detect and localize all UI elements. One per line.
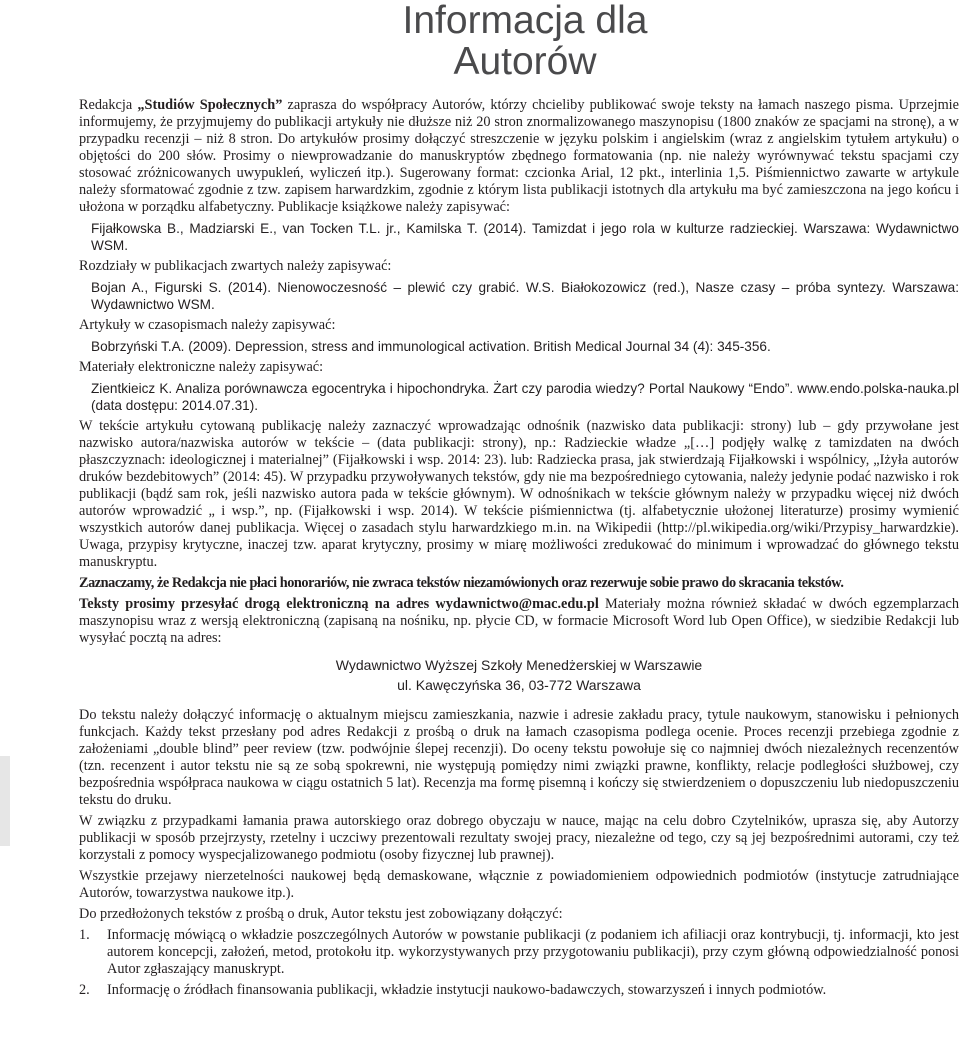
intro-post: zaprasza do współpracy Autorów, którzy chcieliby publikować swoje teksty na łamach naszego pisma. Uprzejmie informujemy, że przyjmujemy do publikacji artykuły nie dłuższe niż 20 stron znormalizowanego maszynopisu (1800 znaków ze spacjami na stronę), a w przypadku recenzji – niż 8 stron. Do artykułów prosimy dołączyć streszczenie w języku polskim i angielskim (wraz z angielskim tytułem artykułu) o objętości do 200 słów. Prosimy o niewprowadzanie do manuskryptów zbędnego formatowania (np. nie należy wyrównywać tekstu spacjami czy stosować zróżnicowanych uwypukleń, wyliczeń itp.). Sugerowany format: czcionka Arial, 12 pkt., interlinia 1,5. Piśmiennictwo zawarte w artykule należy sformatować zgodnie z tzw. zapisem harwardzkim, zgodnie z którym lista publikacji istotnych dla artykułu ma być zamieszczona na jego końcu i ułożona w porządku alfabetyczny. Publikacje książkowe należy zapisywać:: [79, 97, 960, 215]
book-example: Fijałkowska B., Madziarski E., van Tocken T.L. jr., Kamilska T. (2014). Tamizdat i jego rola w kulturze radzieckiej. Warszawa: Wydawnictwo WSM.: [91, 221, 959, 253]
notice-bold: Zaznaczamy, że Redakcja nie płaci honorariów, nie zwraca tekstów niezamówionych oraz rezerwuje sobie prawo do skracania tekstów.: [79, 575, 844, 591]
ethics-paragraph: W związku z przypadkami łamania prawa autorskiego oraz dobrego obyczaju w nauce, mając na celu dobro Czytelników, uprasza się, aby Autorzy publikacji w sposób przejrzysty, rzetelny i uczciwy prezentowali rezultaty swojej pracy, niezależne od tego, czy są jej bezpośrednimi autorami, czy też korzystali z pomocy wyspecjalizowanego podmiotu (osoby fizycznej lub prawnej).: [79, 813, 959, 863]
electronic-example: Zientkieicz K. Analiza porównawcza egocentryka i hipochondryka. Żart czy parodia wiedzy? Portal Naukowy “Endo”. www.endo.polska-nauka.pl (data dostępu: 2014.07.31).: [91, 381, 959, 413]
article-example: Bobrzyński T.A. (2009). Depression, stress and immunological activation. British Medical Journal 34 (4): 345-356.: [91, 339, 771, 354]
intro-paragraph: [79, 97, 959, 216]
dishonesty-paragraph: Wszystkie przejawy nierzetelności naukowej będą demaskowane, włącznie z powiadomieniem odpowiednich podmiotów (instytucje zatrudniające Autorów, towarzystwa naukowe itp.).: [79, 868, 959, 901]
chapter-example: Bojan A., Figurski S. (2014). Nienowoczesność – plewić czy grabić. W.S. Białokozowicz (red.), Nasze czasy – próba syntezy. Warszawa: Wydawnictwo WSM.: [91, 280, 959, 312]
list-text: Informację mówiącą o wkładzie poszczególnych Autorów w powstanie publikacji (z podaniem ich afiliacji oraz kontrybucji, tj. informacji, kto jest autorem koncepcji, założeń, metod, protokołu itp. wykorzystywanych przy przygotowaniu publikacji), przy czym główną odpowiedzialność ponosi Autor zgłaszający manuskrypt.: [107, 927, 959, 977]
list-number: 2.: [79, 982, 90, 998]
chapters-intro: Rozdziały w publikacjach zwartych należy zapisywać:: [79, 258, 392, 274]
postal-address: [79, 655, 959, 695]
list-text: Informację o źródłach finansowania publikacji, wkładzie instytucji naukowo-badawczych, stowarzyszeń i innych podmiotów.: [107, 982, 827, 998]
attachments-intro: Do przedłożonych tekstów z prośbą o druk, Autor tekstu jest zobowiązany dołączyć:: [79, 906, 563, 922]
side-bar: [0, 756, 10, 846]
article-body: [79, 97, 959, 1003]
citations-paragraph: W tekście artykułu cytowaną publikację należy zaznaczyć wprowadzając odnośnik (nazwisko data publikacji: strony) lub – gdy przywołane jest nazwisko autora/nazwiska autorów w tekście – (data publikacji: strony), np.: Radzieckie władze „[…] podjęły walkę z tamizdaten na dwóch płaszczyznach: ideologicznej i materialnej” (Fijałkowski i wsp. 2014: 23). lub: Radziecka prasa, jak stwierdzają Fijałkowski i wspólnicy, „Iżyła autorów druków bezdebitowych” (2014: 45). W przypadku przywoływanych tekstów, gdy nie ma bezpośredniego cytowania, należy jedynie podać nazwisko i rok publikacji (bądź sam rok, jeśli nazwisko autora pada w tekście głównym). W odnośnikach w tekście głównym należy w przypadku więcej niż dwóch autorów wprowadzić „ i wsp.”, np. (Fijałkowski i wsp. 2014). W tekście piśmiennictwa (tj. alfabetycznie ułożonej literaturze) prosimy wymienić wszystkich autorów danej publikacja. Więcej o zasadach stylu harwardzkiego m.in. na Wikipedii (http://pl.wikipedia.org/wiki/Przypisy_harwardzkie). Uwaga, przypisy krytyczne, inaczej tzw. aparat krytyczny, prosimy w miarę możliwości zredukować do minimum i wprowadzać do głównego tekstu manuskryptu.: [79, 418, 959, 570]
electronic-intro: Materiały elektroniczne należy zapisywać:: [79, 359, 324, 375]
submission-rest: Materiały można również składać w dwóch egzemplarzach maszynopisu wraz z wersją elektroniczną (zapisaną na nośniku, np. płycie CD, w formacie Microsoft Word lub Open Office), w siedzibie Redakcji lub wysyłać pocztą na adres:: [79, 596, 960, 646]
address-line-1: Wydawnictwo Wyższej Szkoły Menedżerskiej w Warszawie: [335, 657, 703, 673]
title-line-2: Autorów: [453, 40, 597, 83]
submission-paragraph: [79, 596, 959, 647]
submission-bold: Teksty prosimy przesyłać drogą elektroniczną na adres wydawnictwo@mac.edu.pl: [79, 596, 599, 612]
intro-pre: Redakcja: [79, 97, 138, 113]
title-line-1: Informacja dla: [402, 0, 648, 42]
address-line-2: ul. Kawęczyńska 36, 03-772 Warszawa: [397, 677, 641, 693]
page-title: [0, 0, 960, 82]
review-paragraph: Do tekstu należy dołączyć informację o aktualnym miejscu zamieszkania, nazwie i adresie zakładu pracy, tytule naukowym, stanowisku i pełnionych funkcjach. Każdy tekst przesłany pod adres Redakcji z prośbą o druk na łamach czasopisma podlega ocenie. Proces recenzji przebiega zgodnie z założeniami „double blind” peer review (tzw. podwójnie ślepej recenzji). Do oceny tekstu powołuje się co najmniej dwóch niezależnych recenzentów (tzn. recenzent i autor tekstu nie są ze sobą spokrewni, nie występują pomiędzy nimi związki prawne, konflikty, relacje podległości służbowej, czy bezpośrednia współpraca naukowa w ciągu ostatnich 5 lat). Recenzja ma formę pisemną i kończy się stwierdzeniem o dopuszczeniu lub niedopuszczeniu tekstu do druku.: [79, 707, 959, 808]
list-number: 1.: [79, 927, 90, 943]
list-item: [79, 982, 959, 999]
journal-name: „Studiów Społecznych”: [137, 97, 283, 113]
list-item: [79, 927, 959, 978]
articles-intro: Artykuły w czasopismach należy zapisywać:: [79, 317, 336, 333]
